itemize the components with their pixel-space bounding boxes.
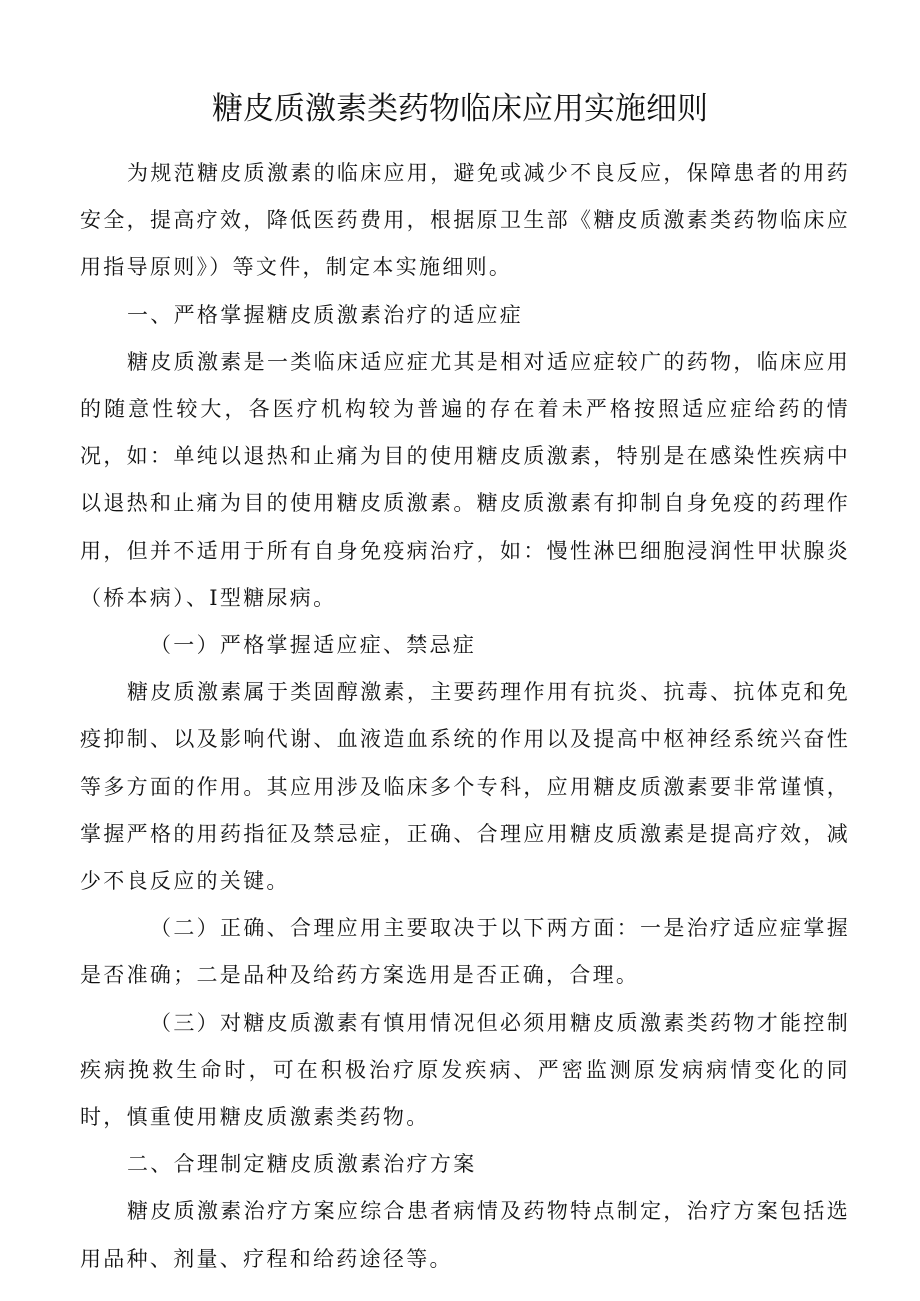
intro-paragraph: 为规范糖皮质激素的临床应用，避免或减少不良反应，保障患者的用药安全，提高疗效，降低医药费用，根据原卫生部《糖皮质激素类药物临床应用指导原则》）等文件，制定本实施细则。 — [80, 161, 850, 280]
section-heading-1: 一、严格掌握糖皮质激素治疗的适应症 — [127, 302, 524, 327]
subsection-2-paragraph: （二）正确、合理应用主要取决于以下两方面：一是治疗适应症掌握是否准确；二是品种及给药方案选用是否正确，合理。 — [80, 916, 850, 988]
subsection-3-paragraph: （三）对糖皮质激素有慎用情况但必须用糖皮质激素类药物才能控制疾病挽救生命时，可在积极治疗原发疾病、严密监测原发病病情变化的同时，慎重使用糖皮质激素类药物。 — [80, 1010, 850, 1130]
section-2-paragraph: 糖皮质激素治疗方案应综合患者病情及药物特点制定，治疗方案包括选用品种、剂量、疗程和给药途径等。 — [80, 1199, 850, 1271]
document-title: 糖皮质激素类药物临床应用实施细则 — [212, 91, 708, 127]
subsection-heading-1: （一）严格掌握适应症、禁忌症 — [150, 633, 477, 658]
document-body — [80, 150, 850, 1283]
section-1-paragraph: 糖皮质激素是一类临床适应症尤其是相对适应症较广的药物，临床应用的随意性较大，各医疗机构较为普遍的存在着未严格按照适应症给药的情况，如：单纯以退热和止痛为目的使用糖皮质激素，特别是在感染性疾病中以退热和止痛为目的使用糖皮质激素。糖皮质激素有抑制自身免疫的药理作用，但并不适用于所有自身免疫病治疗，如：慢性淋巴细胞浸润性甲状腺炎（桥本病）、I型糖尿病。 — [80, 349, 850, 610]
subsection-1-paragraph: 糖皮质激素属于类固醇激素，主要药理作用有抗炎、抗毒、抗体克和免疫抑制、以及影响代谢、血液造血系统的作用以及提高中枢神经系统兴奋性等多方面的作用。其应用涉及临床多个专科，应用糖皮质激素要非常谨慎，掌握严格的用药指征及禁忌症，正确、合理应用糖皮质激素是提高疗效，减少不良反应的关键。 — [80, 680, 850, 894]
section-heading-2: 二、合理制定糖皮质激素治疗方案 — [127, 1152, 477, 1177]
